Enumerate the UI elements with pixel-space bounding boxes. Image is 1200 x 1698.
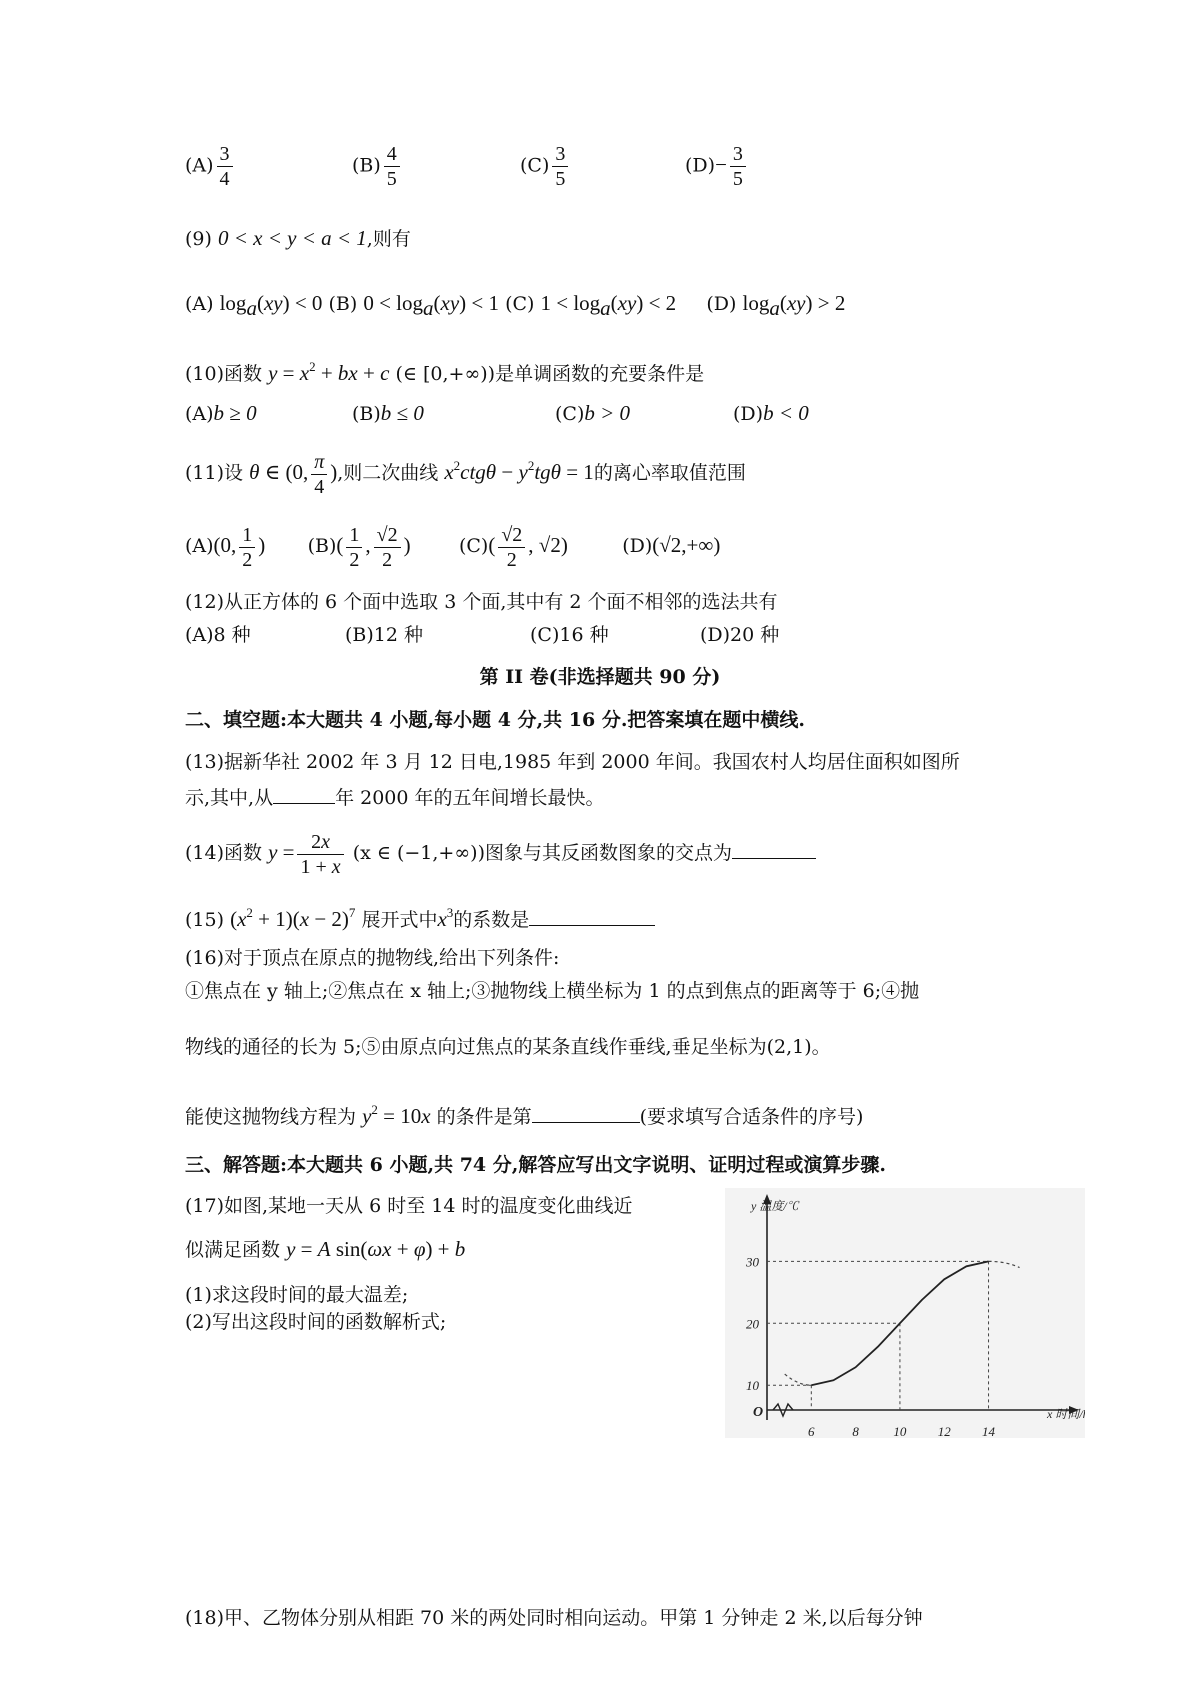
q8-option-d: (D)− $\frac{3}{5}$ (685, 142, 749, 191)
origin-label: O (753, 1405, 764, 1420)
q18-line1: (18)甲、乙物体分别从相距 70 米的两处同时相向运动。甲第 1 分钟走 2 米,以后每分钟 (185, 1607, 923, 1629)
q11-option-c: (C)( $\frac{√2}{2}$ , √2) (458, 523, 568, 571)
q12-option-c: (C)16 种 (530, 624, 609, 646)
q17-line2: 似满足函数 y = A sin(ωx + φ) + b (185, 1237, 466, 1261)
y-axis-title: y 温度/℃ (751, 1199, 799, 1213)
q8-option-b: (B) $\frac{4}{5}$ (352, 142, 403, 191)
q17-sub1: (1)求这段时间的最大温差; (185, 1284, 409, 1306)
q15-answer-blank[interactable] (529, 907, 655, 926)
q13-line1: (13)据新华社 2002 年 3 月 12 日电,1985 年到 2000 年间。我国农村人均居住面积如图所 (185, 751, 960, 773)
q12-option-a: (A)8 种 (185, 624, 251, 646)
q9-options: (A) $\log_a(xy) < 0$ (B) $0 < \log_a(xy) < 1$ (C) $1 < \log_a(xy) < 2$ (D) $\log_a(xy) > 2$ (185, 291, 846, 320)
q16-answer-blank[interactable] (532, 1104, 640, 1123)
x-tick-label: 10 (893, 1424, 907, 1438)
part-two-title: 第 II 卷(非选择题共 90 分) (479, 666, 721, 688)
q17-line1: (17)如图,某地一天从 6 时至 14 时的温度变化曲线近 (185, 1195, 633, 1217)
q10-option-a: (A)b ≥ 0 (185, 401, 257, 425)
q14-answer-blank[interactable] (732, 840, 816, 859)
section-two-header: 二、填空题:本大题共 4 小题,每小题 4 分,共 16 分.把答案填在题中横线. (185, 709, 806, 731)
q15-stem: (15) $(x^2 + 1)(x - 2)^7$ 展开式中$x^3$的系数是 (185, 899, 655, 934)
q10-option-b: (B)b ≤ 0 (352, 401, 424, 425)
q9-stem: (9) 0 < x < y < a < 1,则有 (185, 226, 411, 250)
q14-stem: (14)函数 y = $\frac{2x}{1 + x}$ (x ∈ (−1,+∞))图象与其反函数图象的交点为 (185, 822, 816, 883)
x-tick-label: 14 (982, 1424, 996, 1438)
q16-line1: (16)对于顶点在原点的抛物线,给出下列条件: (185, 947, 560, 969)
q12-stem: (12)从正方体的 6 个面中选取 3 个面,其中有 2 个面不相邻的选法共有 (185, 591, 778, 613)
q17-sub2: (2)写出这段时间的函数解析式; (185, 1311, 447, 1333)
y-tick-label: 20 (746, 1316, 759, 1332)
x-axis-title: x 时间/h (1047, 1407, 1085, 1421)
x-tick-label: 8 (852, 1424, 859, 1438)
q12-option-b: (B)12 种 (345, 624, 424, 646)
temperature-chart (725, 1188, 1085, 1438)
q16-line4: 能使这抛物线方程为 $y^2 = 10x$ 的条件是第 (要求填写合适条件的序号) (185, 1102, 864, 1128)
q11-options (185, 515, 720, 576)
x-tick-label: 12 (937, 1424, 951, 1438)
x-tick-label: 6 (808, 1424, 815, 1438)
q10-option-d: (D)b < 0 (733, 401, 809, 425)
q16-line3: 物线的通径的长为 5;⑤由原点向过焦点的某条直线作垂线,垂足坐标为(2,1)。 (185, 1036, 831, 1058)
curve-extension-right (989, 1261, 1020, 1267)
q11-stem: (11)设 θ ∈ (0, $\frac{\pi}{4}$ ),则二次曲线 $x^2ctg\theta - y^2tg\theta = 1$的离心率取值范围 (185, 450, 746, 498)
y-tick-label: 30 (746, 1254, 759, 1270)
q10-option-c: (C)b > 0 (555, 401, 631, 425)
section-three-header: 三、解答题:本大题共 6 小题,共 74 分,解答应写出文字说明、证明过程或演算步骤. (185, 1154, 886, 1176)
q13-line2: 示,其中,从 年 2000 年的五年间增长最快。 (185, 787, 605, 809)
q8-option-c: (C) $\frac{3}{5}$ (520, 142, 571, 191)
q10-stem: (10)函数 $y = x^2$ + bx + c (∈ [0,+∞))是单调函数的充要条件是 (185, 359, 705, 385)
q12-option-d: (D)20 种 (700, 624, 780, 646)
q11-option-b: (B)( $\frac{1}{2}$ , $\frac{√2}{2}$ ) (307, 523, 411, 571)
q16-line2: ①焦点在 y 轴上;②焦点在 x 轴上;③抛物线上横坐标为 1 的点到焦点的距离等于 6;④抛 (185, 980, 920, 1002)
y-tick-label: 10 (746, 1378, 759, 1394)
q11-option-d: (D)(√2,+∞) (622, 533, 721, 557)
q11-option-a: (A)(0, $\frac{1}{2}$ ) (185, 523, 266, 571)
q13-answer-blank[interactable] (273, 785, 335, 804)
temperature-chart-svg (725, 1188, 1085, 1438)
curve-extension-left (785, 1374, 812, 1385)
q8-option-a: (A) $\frac{3}{4}$ (185, 142, 236, 191)
